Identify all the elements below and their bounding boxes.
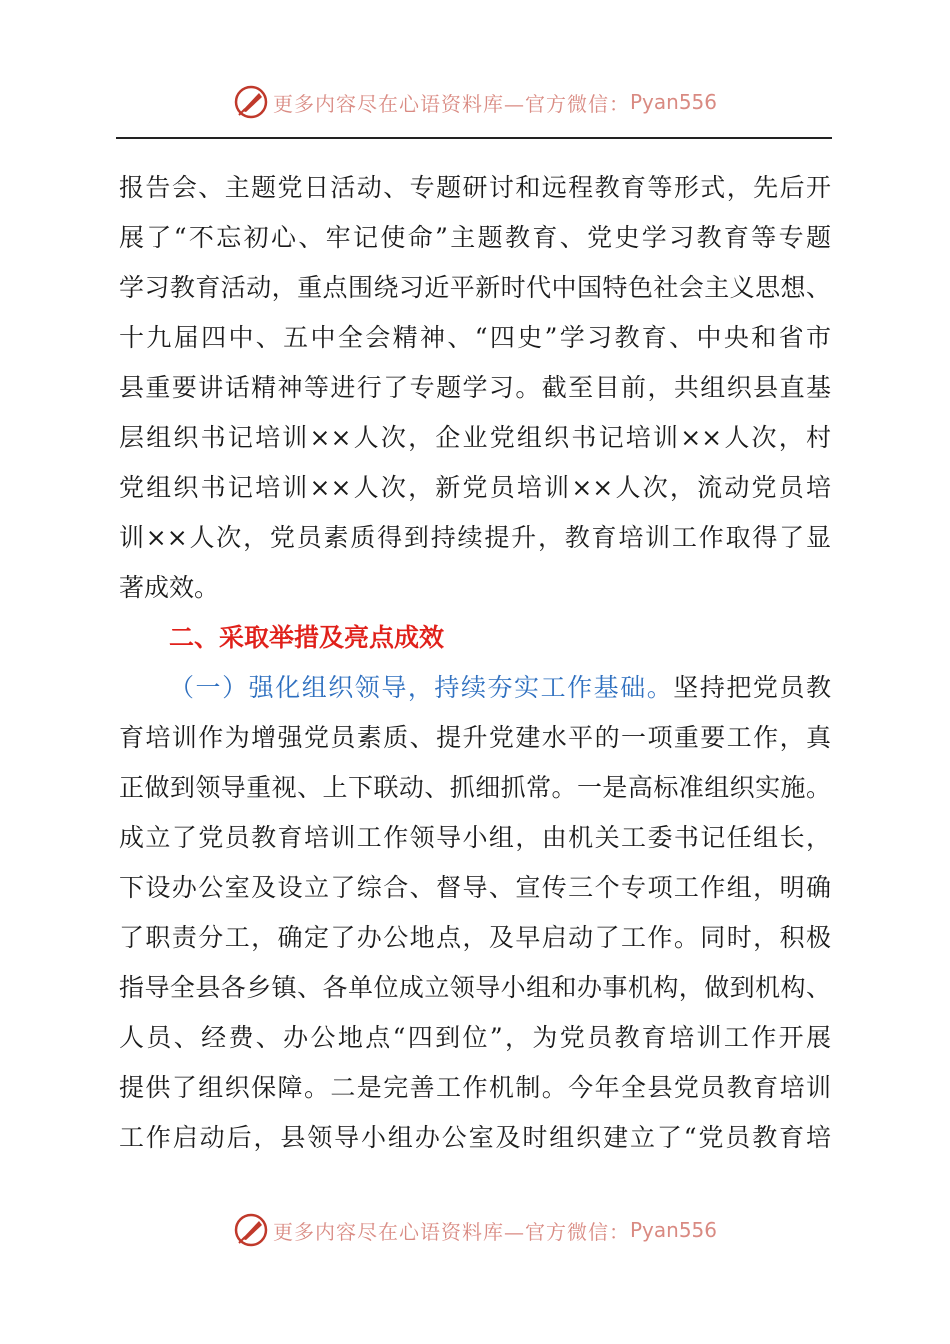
text-line: 县重要讲话精神等进行了专题学习。截至目前，共组织县直基 — [119, 373, 831, 402]
quill-logo-icon — [233, 84, 269, 120]
text-line: 下设办公室及设立了综合、督导、宣传三个专项工作组，明确 — [119, 873, 831, 902]
document-body — [119, 163, 831, 1163]
text-line: 工作启动后，县领导小组办公室及时组织建立了“党员教育培 — [119, 1123, 831, 1152]
text-line: 著成效。 — [119, 573, 220, 602]
text-line: 育培训作为增强党员素质、提升党建水平的一项重要工作，真 — [119, 723, 831, 752]
wechat-id: Pyan556 — [629, 1218, 717, 1242]
text-line: 正做到领导重视、上下联动、抓细抓常。一是高标准组织实施。 — [119, 773, 831, 802]
text-line: 层组织书记培训××人次，企业党组织书记培训××人次，村 — [119, 423, 831, 452]
banner-text: 更多内容尽在心语资料库—官方微信： — [272, 1219, 630, 1244]
text-line: 党组织书记培训××人次，新党员培训××人次，流动党员培 — [119, 473, 831, 502]
sub-heading: （一）强化组织领导，持续夯实工作基础。 — [169, 673, 674, 702]
banner-text: 更多内容尽在心语资料库—官方微信： — [272, 91, 630, 116]
text-line: 指导全县各乡镇、各单位成立领导小组和办事机构，做到机构、 — [119, 973, 831, 1002]
text-line: 训××人次，党员素质得到持续提升，教育培训工作取得了显 — [119, 523, 831, 552]
header-divider — [116, 137, 832, 139]
text-line: 人员、经费、办公地点“四到位”，为党员教育培训工作开展 — [119, 1023, 831, 1052]
header-banner — [0, 82, 950, 122]
quill-logo-icon — [233, 1212, 269, 1248]
text-line: 提供了组织保障。二是完善工作机制。今年全县党员教育培训 — [119, 1073, 831, 1102]
text-line: 十九届四中、五中全会精神、“四史”学习教育、中央和省市 — [119, 323, 831, 352]
text-line: 了职责分工，确定了办公地点，及早启动了工作。同时，积极 — [119, 923, 831, 952]
wechat-id: Pyan556 — [629, 90, 717, 114]
text-line: 展了“不忘初心、牢记使命”主题教育、党史学习教育等专题 — [119, 223, 831, 252]
section-heading: 二、采取举措及亮点成效 — [169, 623, 445, 652]
text-line: 报告会、主题党日活动、专题研讨和远程教育等形式，先后开 — [119, 173, 831, 202]
paragraph-first-line — [119, 663, 831, 713]
footer-banner — [0, 1210, 950, 1250]
text-segment: 坚持把党员教 — [673, 673, 831, 702]
text-line: 成立了党员教育培训工作领导小组，由机关工委书记任组长， — [119, 823, 831, 852]
text-line: 学习教育活动，重点围绕习近平新时代中国特色社会主义思想、 — [119, 273, 831, 302]
